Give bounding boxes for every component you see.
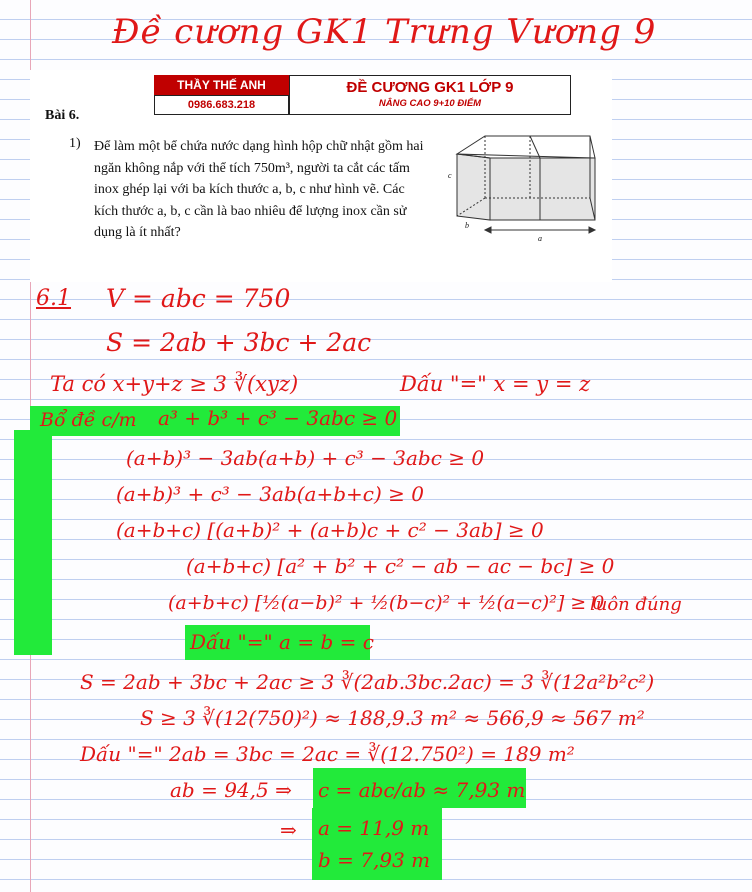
solution-line-arrow: ⇒ [280,818,297,842]
problem-card [30,70,612,282]
solution-line-s-value: S ≥ 3 ∛(12(750)²) ≈ 188,9.3 m² ≈ 566,9 ≈ 567 m² [140,706,645,730]
tank-diagram [445,128,605,246]
solution-line-c: c = abc/ab ≈ 7,93 m [318,778,526,802]
doc-header [289,75,571,115]
solution-line-step2: (a+b)³ + c³ − 3ab(a+b+c) ≥ 0 [116,482,424,506]
solution-line-amgm-eq: Dấu "=" x = y = z [400,372,591,396]
solution-line-s-bound: S = 2ab + 3bc + 2ac ≥ 3 ∛(2ab.3bc.2ac) = 3 ∛(12a²b²c²) [80,670,655,694]
teacher-name: THẦY THẾ ANH [154,75,289,95]
teacher-phone: 0986.683.218 [154,95,289,115]
doc-subtitle: NÂNG CAO 9+10 ĐIỂM [378,98,482,109]
solution-line-amgm: Ta có x+y+z ≥ 3 ∛(xyz) [50,372,299,396]
solution-label: 6.1 [36,286,71,311]
doc-title: ĐỀ CƯƠNG GK1 LỚP 9 [346,79,514,96]
solution-line-step3: (a+b+c) [(a+b)² + (a+b)c + c² − 3ab] ≥ 0 [116,518,544,542]
solution-line-step4: (a+b+c) [a² + b² + c² − ab − ac − bc] ≥ 0 [186,554,615,578]
solution-line-volume: V = abc = 750 [106,284,291,313]
solution-line-equality: Dấu "=" a = b = c [190,630,374,654]
solution-line-ab: ab = 94,5 ⇒ [170,778,292,802]
solution-line-lemma: Bổ đề c/m [40,409,137,431]
problem-label: Bài 6. [45,108,80,123]
handwritten-title: Đề cương GK1 Trưng Vương 9 [112,12,657,52]
solution-line-step1: (a+b)³ − 3ab(a+b) + c³ − 3abc ≥ 0 [126,446,485,470]
solution-line-lemma-stmt: a³ + b³ + c³ − 3abc ≥ 0 [158,406,398,430]
question-text: Để làm một bể chứa nước dạng hình hộp chữ nhật gồm hai ngăn không nắp với thể tích 750m³, người ta cắt các tấm inox ghép lại với ba kích thước a, b, c như hình vẽ. Các kích thước a, b, c cần là bao nhiêu để lượng inox cần sử dụng là ít nhất? [94,139,424,240]
label-a: a [538,234,542,243]
solution-line-eq-cond: Dấu "=" 2ab = 3bc = 2ac = ∛(12.750²) = 189 m² [80,742,575,766]
solution-line-a: a = 11,9 m [318,816,430,840]
solution-line-step5: (a+b+c) [½(a−b)² + ½(b−c)² + ½(a−c)²] ≥ 0 [168,592,605,614]
label-c: c [448,171,452,180]
solution-line-surface: S = 2ab + 3bc + 2ac [106,328,372,357]
solution-line-b: b = 7,93 m [318,848,431,872]
highlight-left-bar [14,430,52,655]
solution-line-always-true: luôn đúng [590,594,682,615]
question-number: 1) [69,136,81,151]
label-b: b [465,221,469,230]
